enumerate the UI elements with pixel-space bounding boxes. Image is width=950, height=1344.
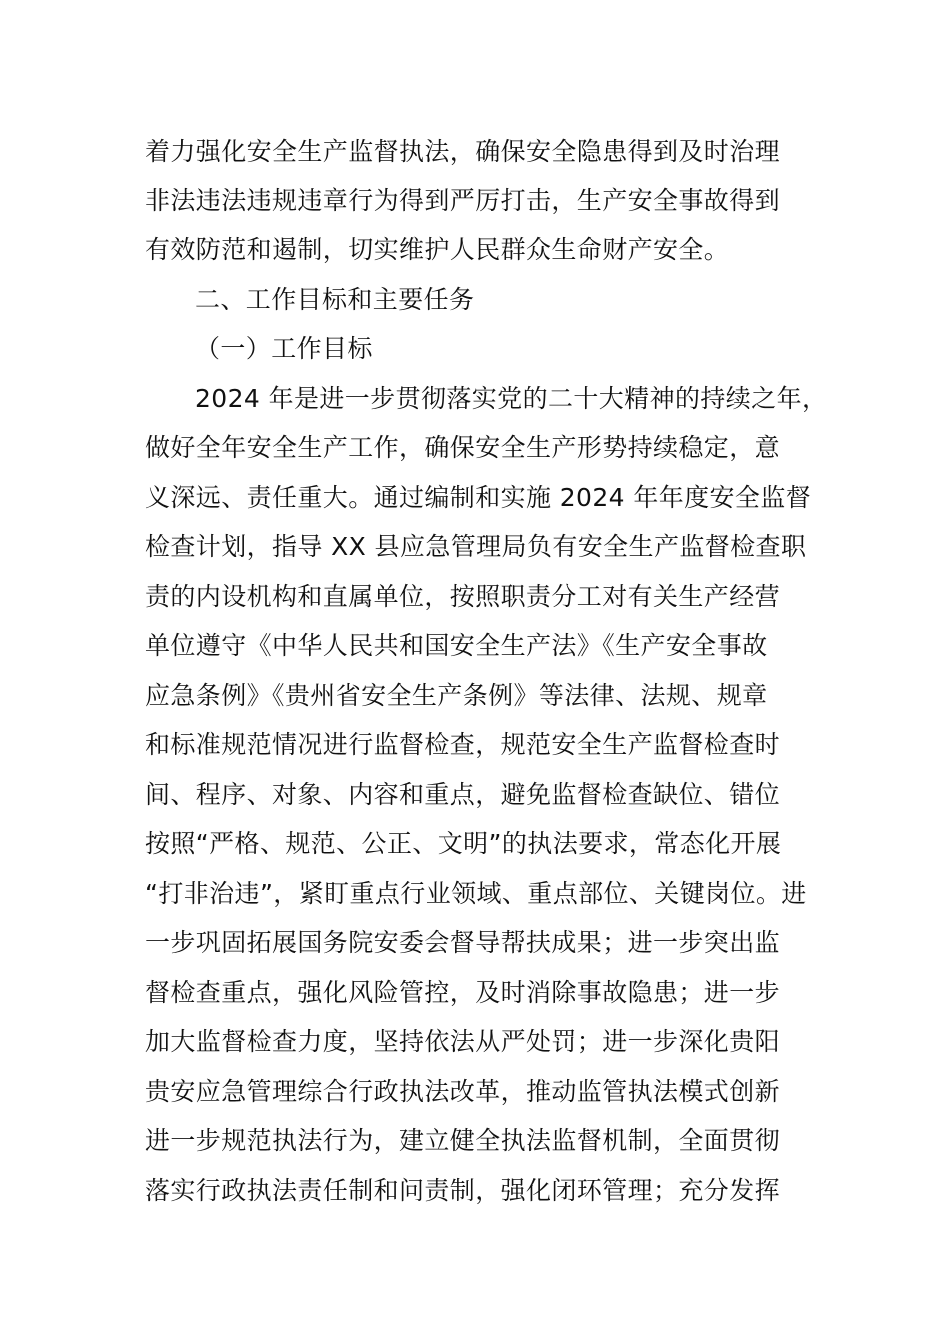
text-line: 做好全年安全生产工作，确保安全生产形势持续稳定，意 [145,433,781,462]
text-line: 有效防范和遏制，切实维护人民群众生命财产安全。 [145,235,730,264]
text-line: “打非治违”，紧盯重点行业领域、重点部位、关键岗位。进 [145,879,807,908]
text-line: 义深远、责任重大。通过编制和实施 2024 年年度安全监督 [145,483,812,512]
text-line: 加大监督检查力度，坚持依法从严处罚；进一步深化贵阳 [145,1027,781,1056]
text-line: 应急条例》《贵州省安全生产条例》等法律、法规、规章 [145,681,768,710]
text-line: 落实行政执法责任制和问责制，强化闭环管理；充分发挥 [145,1176,781,1205]
text-line: 检查计划，指导 XX 县应急管理局负有安全生产监督检查职 [145,532,807,561]
text-line: 着力强化安全生产监督执法，确保安全隐患得到及时治理 [145,137,781,166]
text-line: 进一步规范执法行为，建立健全执法监督机制，全面贯彻 [145,1126,781,1155]
text-line: 和标准规范情况进行监督检查，规范安全生产监督检查时 [145,730,781,759]
text-line: 按照“严格、规范、公正、文明”的执法要求，常态化开展 [145,829,782,858]
text-line: 单位遵守《中华人民共和国安全生产法》《生产安全事故 [145,631,768,660]
text-line: 非法违法违规违章行为得到严厉打击，生产安全事故得到 [145,186,781,215]
text-line: 2024 年是进一步贯彻落实党的二十大精神的持续之年， [195,384,828,413]
text-line: 间、程序、对象、内容和重点，避免监督检查缺位、错位 [145,780,781,809]
text-line: 贵安应急管理综合行政执法改革，推动监管执法模式创新 [145,1077,781,1106]
text-line: 一步巩固拓展国务院安委会督导帮扶成果；进一步突出监 [145,928,781,957]
section-heading: 二、工作目标和主要任务 [195,285,475,314]
subsection-heading: （一）工作目标 [195,334,373,363]
text-line: 督检查重点，强化风险管控，及时消除事故隐患；进一步 [145,978,781,1007]
text-line: 责的内设机构和直属单位，按照职责分工对有关生产经营 [145,582,781,611]
